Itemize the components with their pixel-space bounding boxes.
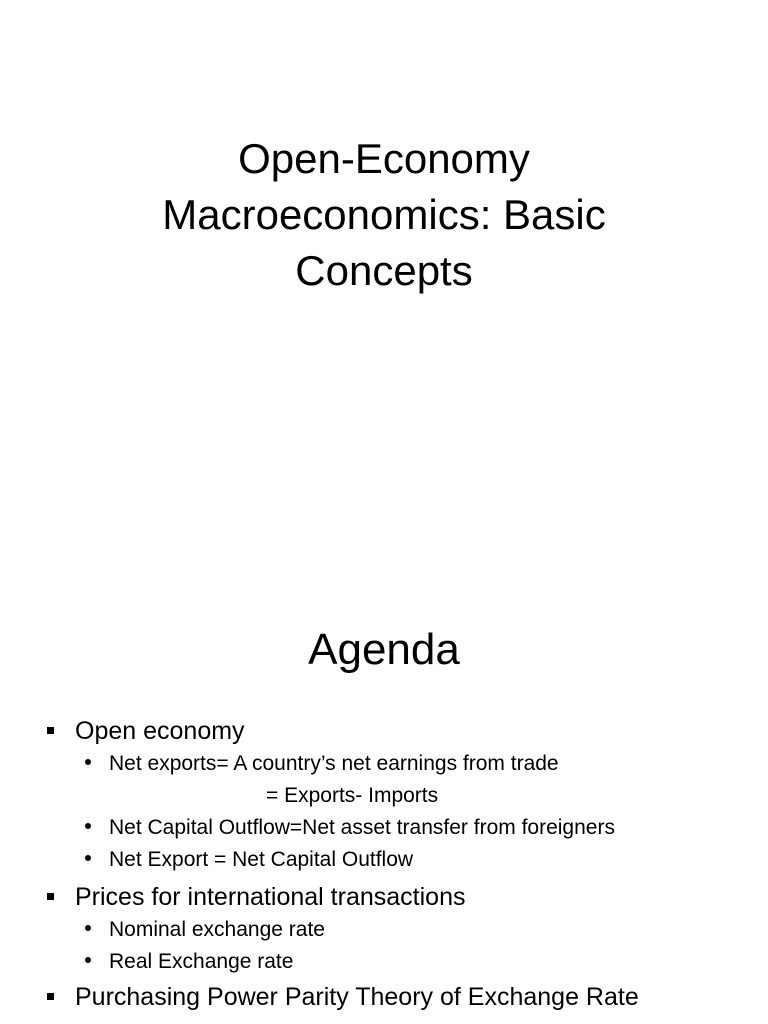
- round-bullet-icon: [85, 925, 91, 931]
- sub-list-item-text: Real Exchange rate: [109, 950, 294, 973]
- agenda-title: Agenda: [308, 625, 460, 674]
- list-item-text: Purchasing Power Parity Theory of Exchange Rate: [75, 983, 639, 1011]
- sub-list-item-text: = Exports- Imports: [266, 784, 439, 807]
- sub-list-item: [0, 914, 768, 946]
- sub-list-item-text: Net Capital Outflow=Net asset transfer from foreigners: [109, 816, 615, 839]
- title-line-1: Open-Economy: [238, 135, 530, 182]
- round-bullet-icon: [85, 759, 91, 765]
- title-line-2: Macroeconomics: Basic: [162, 191, 606, 238]
- round-bullet-icon: [85, 855, 91, 861]
- sub-list-item: [0, 844, 768, 876]
- round-bullet-icon: [85, 823, 91, 829]
- square-bullet-icon: [47, 993, 54, 1000]
- sub-list-item-text: Net Export = Net Capital Outflow: [109, 848, 414, 871]
- round-bullet-icon: [85, 957, 91, 963]
- sub-list-continuation: [0, 780, 768, 812]
- list-item: [0, 714, 768, 748]
- agenda-list: [0, 714, 768, 1014]
- list-item-text: Prices for international transactions: [75, 883, 466, 911]
- square-bullet-icon: [47, 727, 54, 734]
- sub-list-item-text: Nominal exchange rate: [109, 918, 325, 941]
- list-item: [0, 980, 768, 1014]
- list-item: [0, 880, 768, 914]
- sub-list-item: [0, 812, 768, 844]
- sub-list-item-text: Net exports= A country’s net earnings from trade: [109, 752, 559, 775]
- square-bullet-icon: [47, 893, 54, 900]
- list-item-text: Open economy: [75, 717, 245, 745]
- title-line-3: Concepts: [295, 247, 473, 294]
- slide-2: [0, 576, 768, 1024]
- slide-title: [60, 131, 708, 299]
- sub-list-item: [0, 946, 768, 978]
- sub-list-item: [0, 748, 768, 780]
